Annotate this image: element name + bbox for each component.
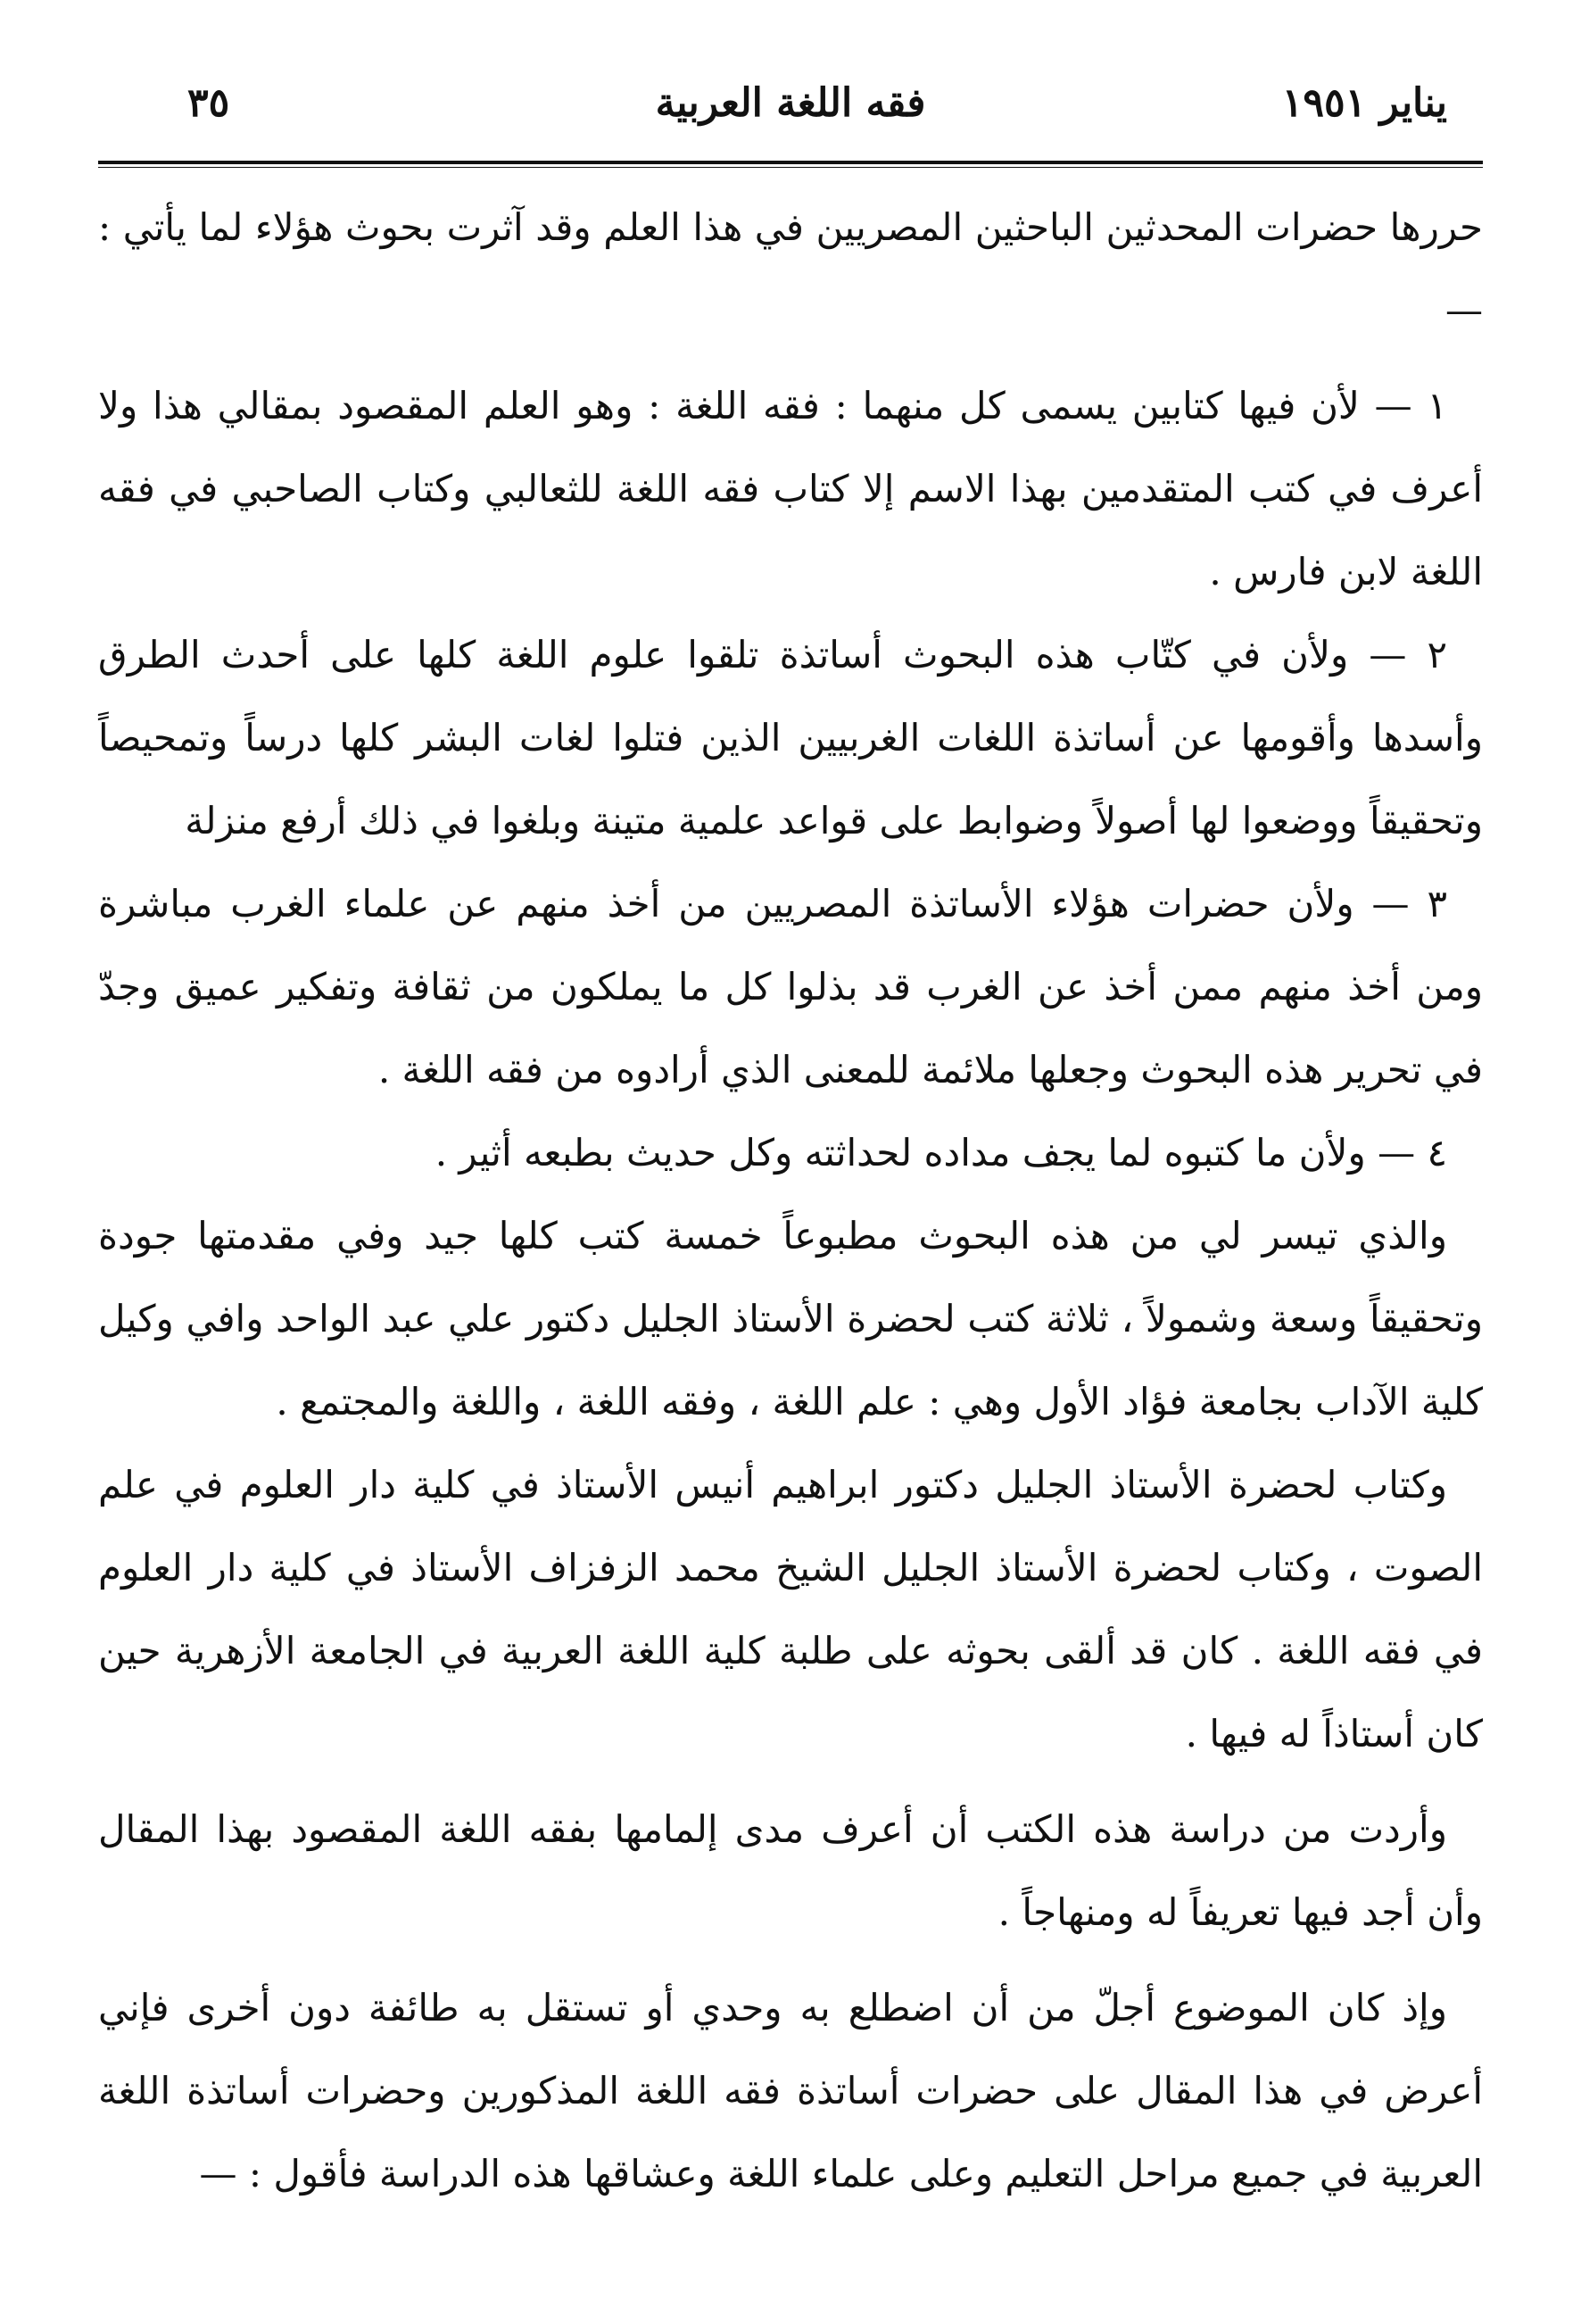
paragraph-reason-1: ١ — لأن فيها كتابين يسمى كل منهما : فقه اللغة : وهو العلم المقصود بمقالي هذا ولا أعرف في كتب المتقدمين بهذا الاسم إلا كتاب فقه اللغة للثعالبي وكتاب الصاحبي في فقه اللغة لابن فارس . xyxy=(98,384,1484,593)
paragraph-reason-3: ٣ — ولأن حضرات هؤلاء الأساتذة المصريين من أخذ منهم عن علماء الغرب مباشرة ومن أخذ منهم ممن أخذ عن الغرب قد بذلوا كل ما يملكون من ثقافة وتفكير عميق وجدّ في تحرير هذه البحوث وجعلها ملائمة للمعنى الذي أرادوه من فقه اللغة . xyxy=(98,882,1483,1091)
article-body xyxy=(98,186,1483,2215)
header-rule xyxy=(98,161,1483,168)
header-title: فقه اللغة العربية xyxy=(655,80,926,126)
paragraph-more-books: وكتاب لحضرة الأستاذ الجليل دكتور ابراهيم أنيس الأستاذ في كلية دار العلوم في علم الصوت ، وكتاب لحضرة الأستاذ الجليل الشيخ محمد الزفزاف الأستاذ في كلية دار العلوم في فقه اللغة . كان قد ألقى بحوثه على طلبة كلية اللغة العربية في الجامعة الأزهرية حين كان أستاذاً له فيها . xyxy=(98,1463,1483,1755)
paragraph-reason-2: ٢ — ولأن في كتّاب هذه البحوث أساتذة تلقوا علوم اللغة كلها على أحدث الطرق وأسدها وأقومها عن أساتذة اللغات الغربيين الذين فتلوا لغات البشر كلها درساً وتمحيصاً وتحقيقاً ووضعوا لها أصولاً وضوابط على قواعد علمية متينة وبلغوا في ذلك أرفع منزلة xyxy=(98,633,1483,842)
paragraph-books: والذي تيسر لي من هذه البحوث مطبوعاً خمسة كتب كلها جيد وفي مقدمتها جودة وتحقيقاً وسعة وشمولاً ، ثلاثة كتب لحضرة الأستاذ الجليل دكتور علي عبد الواحد وافي وكيل كلية الآداب بجامعة فؤاد الأول وهي : علم اللغة ، وفقه اللغة ، واللغة والمجتمع . xyxy=(98,1214,1483,1423)
header-date: يناير ١٩٥١ xyxy=(1281,80,1447,126)
paragraph-intro: حررها حضرات المحدثين الباحثين المصريين في هذا العلم وقد آثرت بحوث هؤلاء لما يأتي : — xyxy=(98,205,1483,332)
paragraph-closing: وإذ كان الموضوع أجلّ من أن اضطلع به وحدي أو تستقل به طائفة دون أخرى فإني أعرض في هذا المقال على حضرات أساتذة فقه اللغة المذكورين وحضرات أساتذة اللغة العربية في جميع مراحل التعليم وعلى علماء اللغة وعشاقها هذه الدراسة فأقول : — xyxy=(98,1986,1483,2195)
paragraph-reason-4: ٤ — ولأن ما كتبوه لما يجف مداده لحداثته وكل حديث بطبعه أثير . xyxy=(435,1131,1447,1174)
page-header xyxy=(98,62,1483,143)
paragraph-purpose: وأردت من دراسة هذه الكتب أن أعرف مدى إلمامها بفقه اللغة المقصود بهذا المقال وأن أجد فيها تعريفاً له ومنهاجاً . xyxy=(98,1807,1483,1934)
page-number: ٣٥ xyxy=(187,80,230,126)
